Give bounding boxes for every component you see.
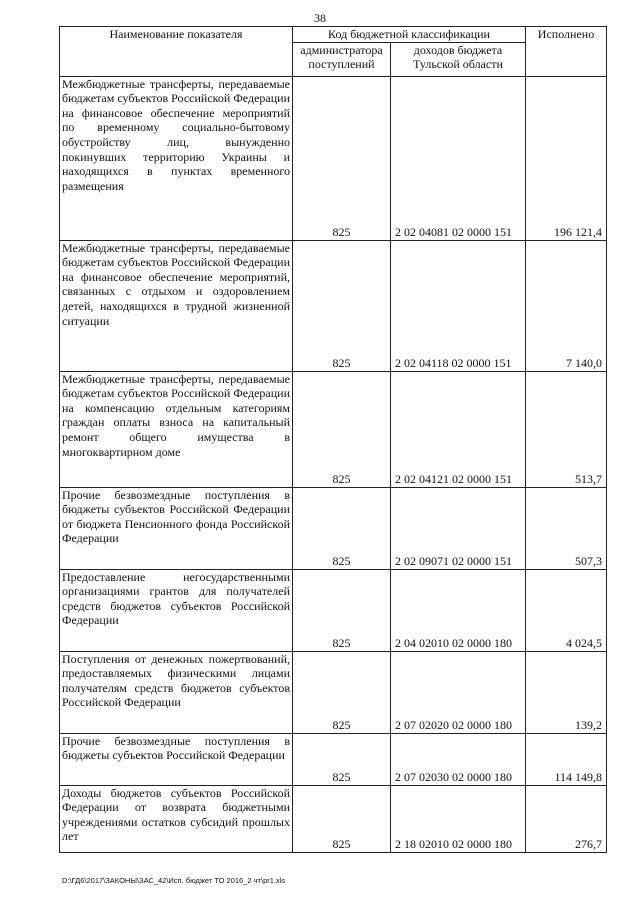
row-description: Межбюджетные трансферты, передаваемые бюджетам субъектов Российской Федерации на компенсацию отдельным категориям граждан оплаты взноса на капитальный ремонт общего имущества в многоквартирном доме bbox=[60, 371, 293, 487]
table-row bbox=[60, 240, 607, 371]
row-admin: 825 bbox=[293, 371, 391, 487]
table-row bbox=[60, 371, 607, 487]
row-amount: 139,2 bbox=[526, 651, 607, 733]
row-admin: 825 bbox=[293, 785, 391, 852]
row-description: Предоставление негосударственными организациями грантов для получателей средств бюджетов субъектов Российской Федерации bbox=[60, 569, 293, 651]
row-code: 2 04 02010 02 0000 180 bbox=[391, 569, 526, 651]
row-admin: 825 bbox=[293, 487, 391, 569]
row-code: 2 02 09071 02 0000 151 bbox=[391, 487, 526, 569]
row-admin: 825 bbox=[293, 569, 391, 651]
row-code: 2 07 02030 02 0000 180 bbox=[391, 733, 526, 785]
page-number: 38 bbox=[314, 11, 326, 25]
row-description: Прочие безвозмездные поступления в бюджеты субъектов Российской Федерации bbox=[60, 733, 293, 785]
row-admin: 825 bbox=[293, 76, 391, 240]
row-amount: 4 024,5 bbox=[526, 569, 607, 651]
budget-table bbox=[59, 26, 607, 853]
row-description: Поступления от денежных пожертвований, предоставляемых физическими лицами получателям средств бюджетов субъектов Российской Федерации bbox=[60, 651, 293, 733]
table-row bbox=[60, 76, 607, 240]
row-admin: 825 bbox=[293, 651, 391, 733]
header-name: Наименование показателя bbox=[60, 27, 293, 77]
header-income: доходов бюджета Тульской области bbox=[391, 42, 526, 76]
row-code: 2 07 02020 02 0000 180 bbox=[391, 651, 526, 733]
table-row bbox=[60, 785, 607, 852]
row-amount: 276,7 bbox=[526, 785, 607, 852]
header-admin: администратора поступлений bbox=[293, 42, 391, 76]
row-code: 2 02 04118 02 0000 151 bbox=[391, 240, 526, 371]
row-code: 2 18 02010 02 0000 180 bbox=[391, 785, 526, 852]
row-amount: 196 121,4 bbox=[526, 76, 607, 240]
row-admin: 825 bbox=[293, 733, 391, 785]
row-admin: 825 bbox=[293, 240, 391, 371]
row-amount: 114 149,8 bbox=[526, 733, 607, 785]
table-row bbox=[60, 651, 607, 733]
table-row bbox=[60, 569, 607, 651]
header-executed: Исполнено bbox=[526, 27, 607, 77]
row-description: Межбюджетные трансферты, передаваемые бюджетам субъектов Российской Федерации на финансовое обеспечение мероприятий, связанных с отдыхом и оздоровлением детей, находящихся в трудной жизненной ситуации bbox=[60, 240, 293, 371]
row-description: Прочие безвозмездные поступления в бюджеты субъектов Российской Федерации от бюджета Пенсионного фонда Российской Федерации bbox=[60, 487, 293, 569]
table-row bbox=[60, 733, 607, 785]
table-row bbox=[60, 487, 607, 569]
row-amount: 507,3 bbox=[526, 487, 607, 569]
row-description: Доходы бюджетов субъектов Российской Федерации от возврата бюджетными учреждениями остатков субсидий прошлых лет bbox=[60, 785, 293, 852]
row-description: Межбюджетные трансферты, передаваемые бюджетам субъектов Российской Федерации на финансовое обеспечение мероприятий по временному социально-бытовому обустройству лиц, вынужденно покинувших территорию Украины и находящихся в пунктах временного размещения bbox=[60, 76, 293, 240]
row-code: 2 02 04121 02 0000 151 bbox=[391, 371, 526, 487]
file-path-footer: D:\ГД6\2017\ЗАКОНЫ\ЗАС_42\Исп. бюджет ТО 2016_2 чт\pr1.xls bbox=[62, 876, 286, 885]
row-code: 2 02 04081 02 0000 151 bbox=[391, 76, 526, 240]
header-code-group: Код бюджетной классификации bbox=[293, 27, 526, 43]
row-amount: 513,7 bbox=[526, 371, 607, 487]
row-amount: 7 140,0 bbox=[526, 240, 607, 371]
